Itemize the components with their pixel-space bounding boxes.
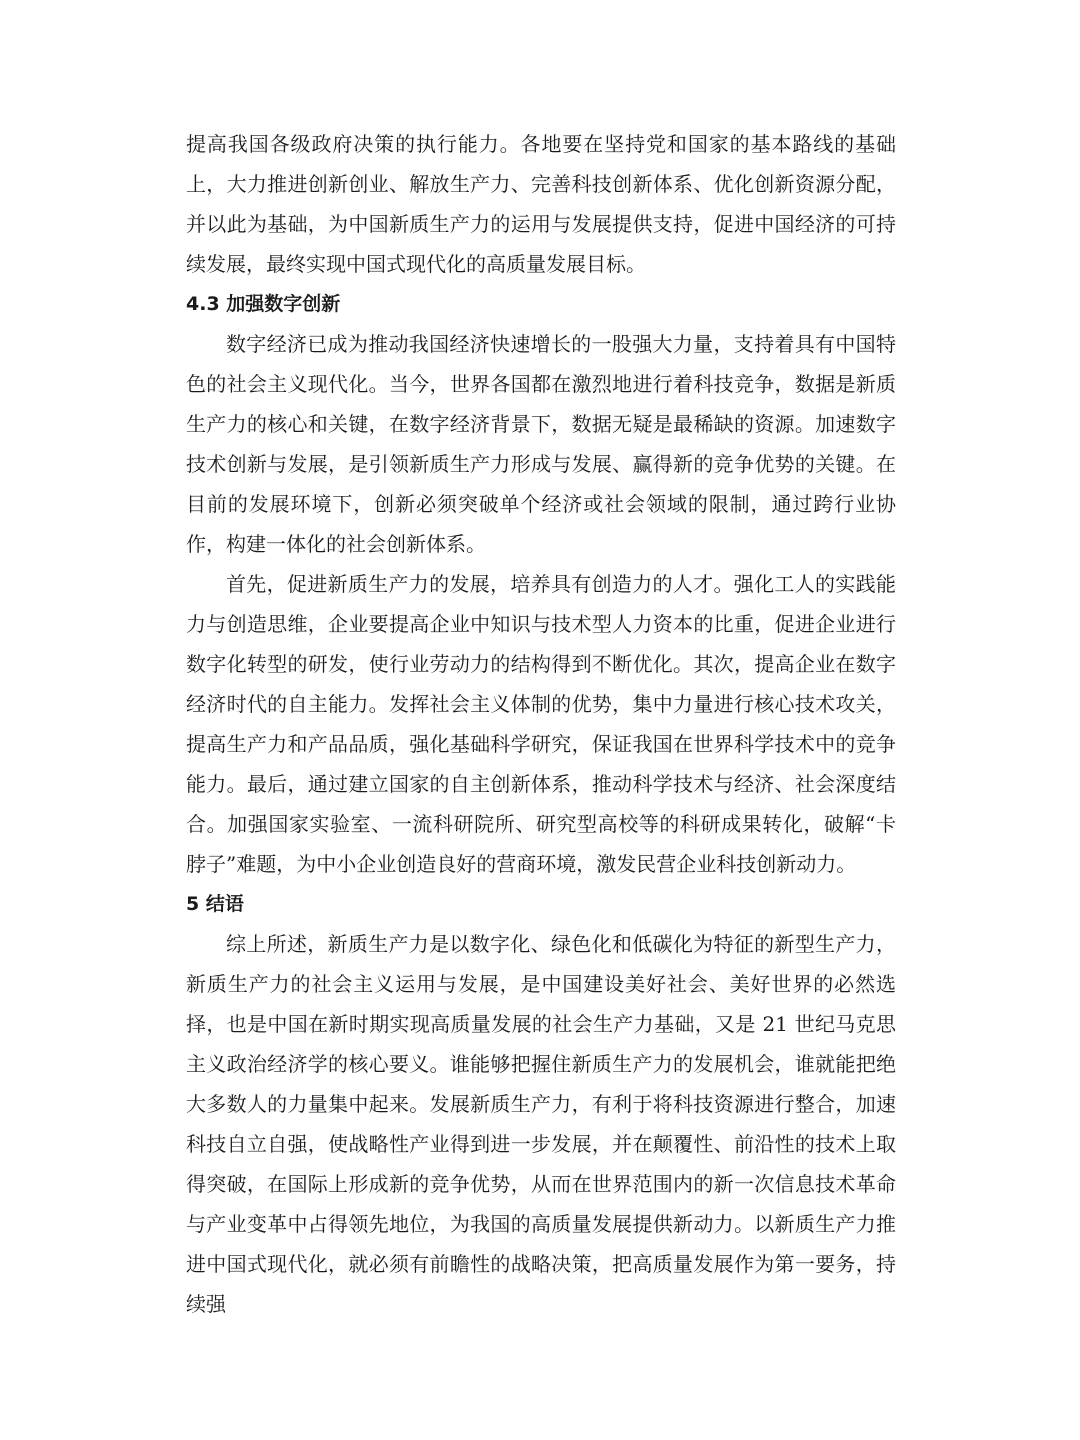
paragraph-measures: 首先，促进新质生产力的发展，培养具有创造力的人才。强化工人的实践能力与创造思维，企业要提高企业中知识与技术型人力资本的比重，促进企业进行数字化转型的研发，使行业劳动力的结构得到不断优化。其次，提高企业在数字经济时代的自主能力。发挥社会主义体制的优势，集中力量进行核心技术攻关，提高生产力和产品品质，强化基础科学研究，保证我国在世界科学技术中的竞争能力。最后，通过建立国家的自主创新体系，推动科学技术与经济、社会深度结合。加强国家实验室、一流科研院所、研究型高校等的科研成果转化，破解“卡脖子”难题，为中小企业创造良好的营商环境，激发民营企业科技创新动力。 <box>186 572 896 876</box>
section-heading-5: 5 结语 <box>186 893 244 915</box>
paragraph-continued: 提高我国各级政府决策的执行能力。各地要在坚持党和国家的基本路线的基础上，大力推进创新创业、解放生产力、完善科技创新体系、优化创新资源分配，并以此为基础，为中国新质生产力的运用与发展提供支持，促进中国经济的可持续发展，最终实现中国式现代化的高质量发展目标。 <box>186 132 896 276</box>
paragraph-conclusion: 综上所述，新质生产力是以数字化、绿色化和低碳化为特征的新型生产力，新质生产力的社会主义运用与发展，是中国建设美好社会、美好世界的必然选择，也是中国在新时期实现高质量发展的社会生产力基础，又是 21 世纪马克思主义政治经济学的核心要义。谁能够把握住新质生产力的发展机会，谁就能把绝大多数人的力量集中起来。发展新质生产力，有利于将科技资源进行整合，加速科技自立自强，使战略性产业得到进一步发展，并在颠覆性、前沿性的技术上取得突破，在国际上形成新的竞争优势，从而在世界范围内的新一次信息技术革命与产业变革中占得领先地位，为我国的高质量发展提供新动力。以新质生产力推进中国式现代化，就必须有前瞻性的战略决策，把高质量发展作为第一要务，持续强 <box>186 932 896 1316</box>
document-page <box>186 124 896 1324</box>
paragraph-digital-economy: 数字经济已成为推动我国经济快速增长的一股强大力量，支持着具有中国特色的社会主义现代化。当今，世界各国都在激烈地进行着科技竞争，数据是新质生产力的核心和关键，在数字经济背景下，数据无疑是最稀缺的资源。加速数字技术创新与发展，是引领新质生产力形成与发展、赢得新的竞争优势的关键。在目前的发展环境下，创新必须突破单个经济或社会领域的限制，通过跨行业协作，构建一体化的社会创新体系。 <box>186 332 896 556</box>
section-heading-4-3: 4.3 加强数字创新 <box>186 293 341 315</box>
